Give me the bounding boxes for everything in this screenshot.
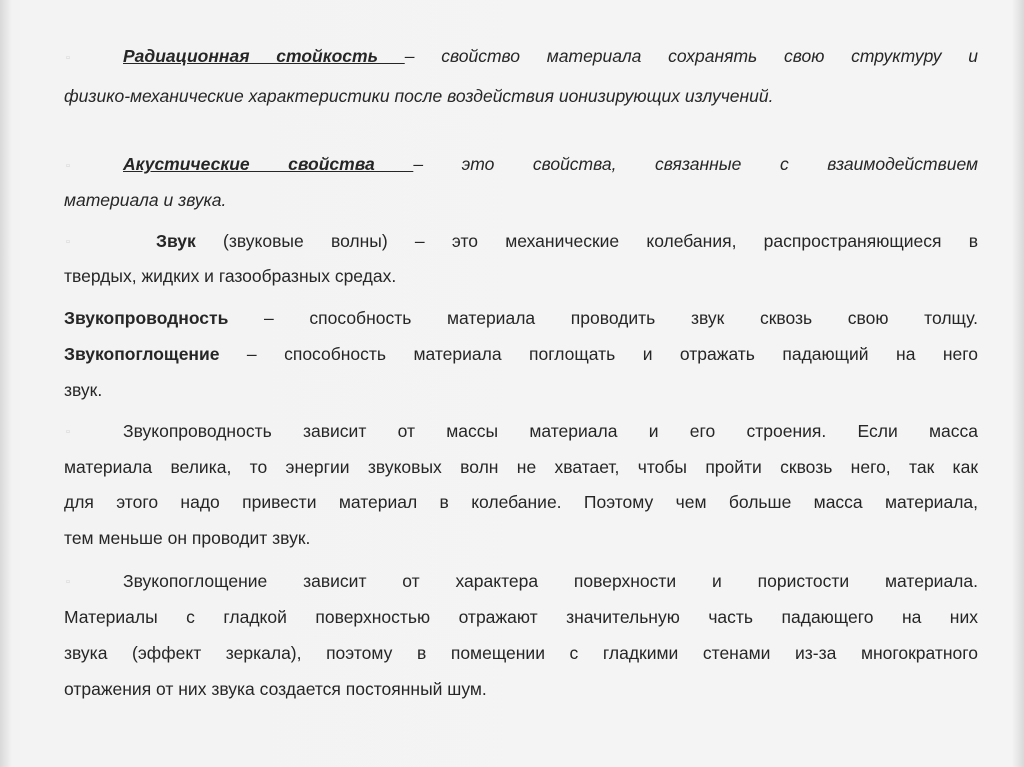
bullet-icon: ▫ [66, 236, 70, 248]
sound-absorption-line-3: звук. [64, 380, 103, 400]
sound-line-1 [156, 231, 978, 255]
radiation-resistance-line-1 [123, 46, 978, 70]
bullet-icon: ▫ [66, 160, 70, 172]
acoustic-properties-line-1 [123, 154, 978, 178]
sound-absorption-definition: – способность материала поглощать и отражать падающий на него [219, 344, 978, 364]
acoustic-properties-line-2: материала и звука. [64, 190, 227, 210]
sound-conductivity-definition: – способность материала проводить звук сквозь свою толщу. [228, 308, 978, 328]
bullet-icon: ▫ [66, 52, 70, 64]
conductivity-paragraph-line: Звукопроводность зависит от массы материала и его строения. Если масса [123, 421, 978, 441]
acoustic-properties-term: Акустические свойства [123, 154, 414, 174]
absorption-paragraph-line: отражения от них звука создается постоянный шум. [64, 679, 487, 699]
sound-absorption-line [64, 344, 978, 368]
absorption-paragraph-line: Звукопоглощение зависит от характера поверхности и пористости материала. [123, 571, 978, 591]
conductivity-paragraph-line: для этого надо привести материал в колебание. Поэтому чем больше масса материала, [64, 492, 978, 512]
acoustic-properties-definition: – это свойства, связанные с взаимодействием [413, 154, 978, 174]
absorption-paragraph-line: Материалы с гладкой поверхностью отражают значительную часть падающего на них [64, 607, 978, 627]
conductivity-paragraph-line: тем меньше он проводит звук. [64, 528, 311, 548]
sound-line-2: твердых, жидких и газообразных средах. [64, 266, 397, 286]
sound-definition: (звуковые волны) – это механические колебания, распространяющиеся в [195, 231, 978, 251]
bullet-icon: ▫ [66, 576, 70, 588]
conductivity-paragraph-line: материала велика, то энергии звуковых волн не хватает, чтобы пройти сквозь него, так как [64, 457, 978, 477]
sound-term: Звук [156, 231, 196, 251]
radiation-resistance-definition: – свойство материала сохранять свою структуру и [404, 46, 979, 66]
absorption-paragraph-line: звука (эффект зеркала), поэтому в помещении с гладкими стенами из-за многократного [64, 643, 978, 663]
radiation-resistance-line-2: физико-механические характеристики после воздействия ионизирующих излучений. [64, 86, 774, 106]
sound-conductivity-term: Звукопроводность [64, 308, 229, 328]
sound-absorption-term: Звукопоглощение [64, 344, 220, 364]
radiation-resistance-term: Радиационная стойкость [123, 46, 405, 66]
sound-conductivity-line [64, 308, 978, 332]
bullet-icon: ▫ [66, 426, 70, 438]
